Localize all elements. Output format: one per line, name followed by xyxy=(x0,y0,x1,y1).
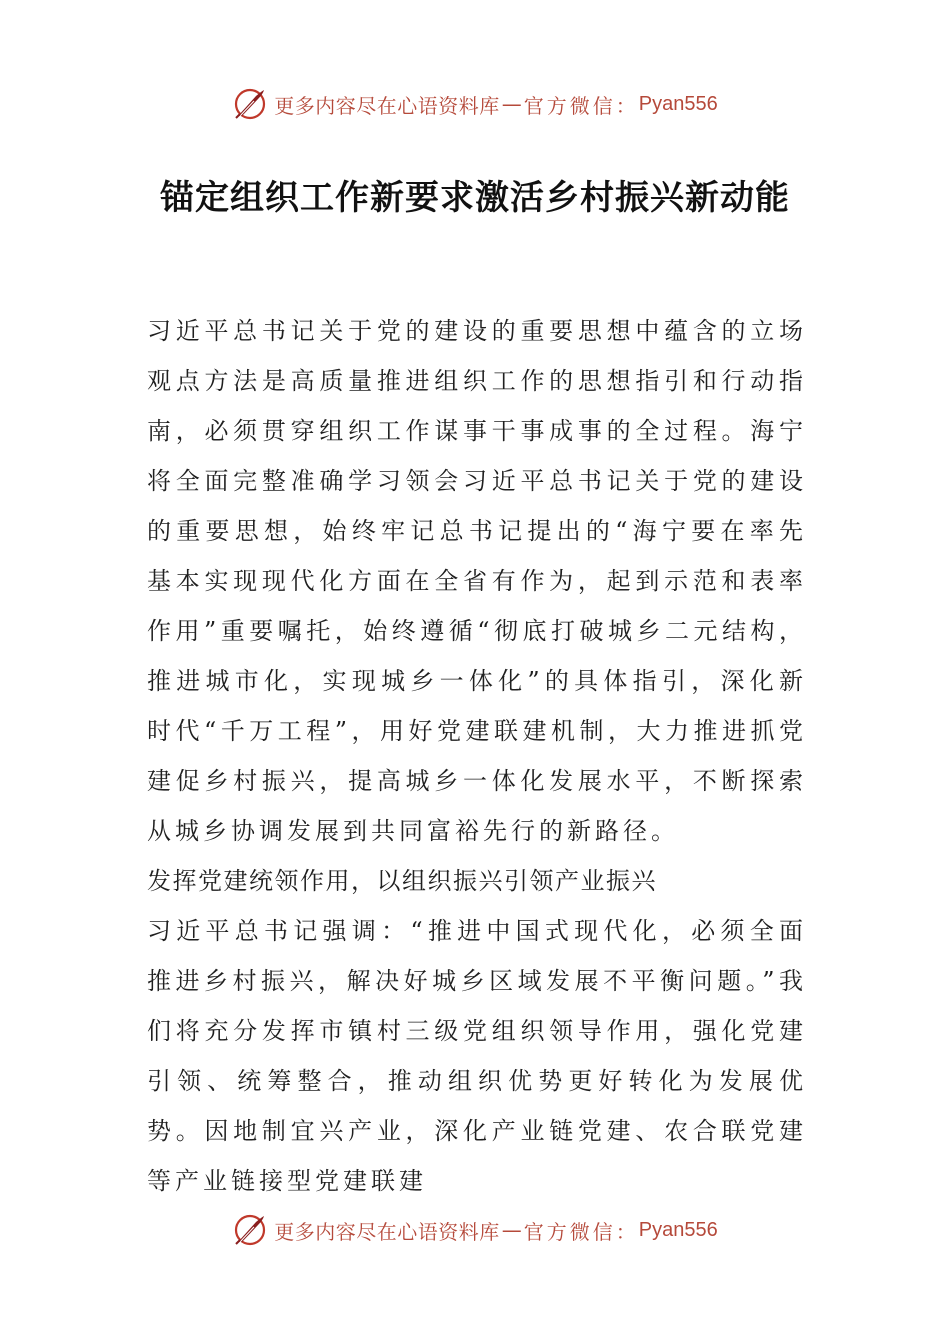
wechat-label: 官方微信： xyxy=(523,93,639,118)
banner-separator: — xyxy=(501,1218,522,1242)
quill-logo-icon xyxy=(232,1212,268,1248)
banner-separator: — xyxy=(501,92,522,116)
wechat-label: 官方微信： xyxy=(523,1219,639,1244)
site-promo-text: 更多内容尽在心语资料库 xyxy=(274,1219,500,1244)
wechat-id: Pyan556 xyxy=(638,1218,718,1241)
section-heading: 发挥党建统领作用，以组织振兴引领产业振兴 xyxy=(147,867,657,895)
document-body xyxy=(147,306,807,1206)
body-paragraph: 习近平总书记关于党的建设的重要思想中蕴含的立场观点方法是高质量推进组织工作的思想指引和行动指南，必须贯穿组织工作谋事干事成事的全过程。海宁将全面完整准确学习领会习近平总书记关于党的建设的重要思想，始终牢记总书记提出的“海宁要在率先基本实现现代化方面在全省有作为，起到示范和表率作用”重要嘱托，始终遵循“彻底打破城乡二元结构，推进城市化，实现城乡一体化”的具体指引，深化新时代“千万工程”，用好党建联建机制，大力推进抓党建促乡村振兴，提高城乡一体化发展水平，不断探索从城乡协调发展到共同富裕先行的新路径。 xyxy=(147,317,807,845)
body-paragraph: 习近平总书记强调：“推进中国式现代化，必须全面推进乡村振兴，解决好城乡区域发展不平衡问题。”我们将充分发挥市镇村三级党组织领导作用，强化党建引领、统筹整合，推动组织优势更好转化为发展优势。因地制宜兴产业，深化产业链党建、农合联党建等产业链接型党建联建 xyxy=(147,917,807,1195)
footer-banner xyxy=(0,1210,950,1250)
site-promo-text: 更多内容尽在心语资料库 xyxy=(274,93,500,118)
header-banner xyxy=(0,84,950,124)
wechat-id: Pyan556 xyxy=(638,92,718,115)
quill-logo-icon xyxy=(232,86,268,122)
document-title: 锚定组织工作新要求激活乡村振兴新动能 xyxy=(160,178,790,218)
